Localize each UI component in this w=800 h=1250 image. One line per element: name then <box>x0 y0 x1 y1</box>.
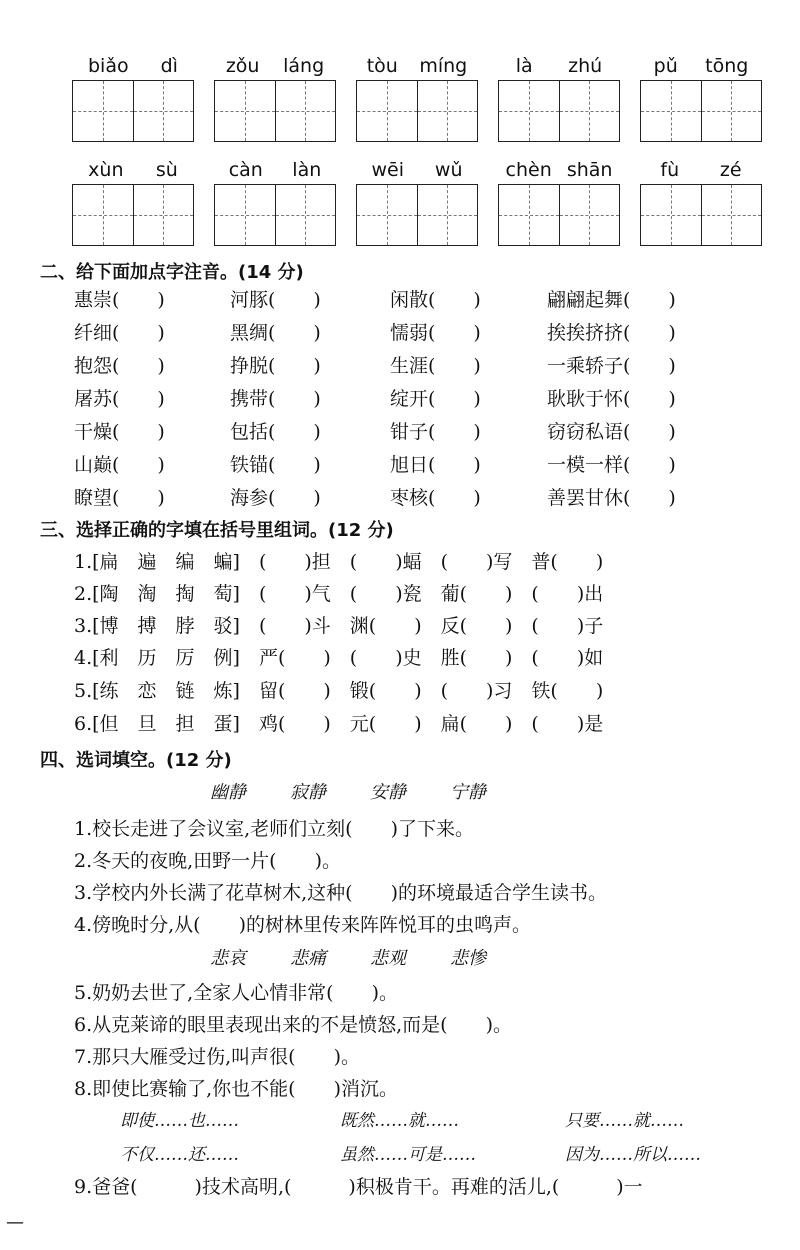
question-line: 1.校长走进了会议室,老师们立刻( )了下来。 <box>74 818 474 840</box>
pinyin-text: láng <box>283 55 325 77</box>
section-2-grid <box>74 284 764 515</box>
table-row: 纤细( ) 黑绸( ) 懦弱( ) 挨挨挤挤( ) <box>74 322 676 344</box>
table-row: 山巅( ) 铁锚( ) 旭日( ) 一模一样( ) <box>74 454 676 476</box>
conjunction-option: 即使……也…… <box>120 1111 239 1131</box>
list-item: 6.[但 旦 担 蛋] 鸡( ) 元( ) 扁( ) ( )是 <box>74 713 604 735</box>
pinyin-text: wēi <box>371 159 404 181</box>
pinyin-text: sù <box>155 159 178 181</box>
pinyin-text: dì <box>160 55 178 77</box>
table-row: 惠崇( ) 河豚( ) 闲散( ) 翩翩起舞( ) <box>74 289 676 311</box>
question-line: 6.从克莱谛的眼里表现出来的不是愤怒,而是( )。 <box>74 1014 512 1036</box>
page-fragment: — <box>6 1212 24 1233</box>
question-line: 3.学校内外长满了花草树木,这种( )的环境最适合学生读书。 <box>74 882 607 904</box>
table-row: 瞭望( ) 海参( ) 枣核( ) 善罢甘休( ) <box>74 487 676 509</box>
word-bank-1: 幽静 寂静 安静 宁静 <box>210 782 486 803</box>
pinyin-text: zhú <box>568 55 603 77</box>
conjunction-option: 不仅……还…… <box>120 1145 239 1165</box>
pinyin-text: zé <box>719 159 742 181</box>
writing-boxes[interactable] <box>356 184 478 246</box>
pinyin-text: zǒu <box>225 55 260 77</box>
writing-boxes[interactable] <box>214 184 336 246</box>
conjunction-option: 只要……就…… <box>565 1111 684 1131</box>
pinyin-pair <box>356 52 478 142</box>
list-item: 3.[博 搏 脖 驳] ( )斗 渊( ) 反( ) ( )子 <box>74 615 604 637</box>
section-3-title: 三、选择正确的字填在括号里组词。(12 分) <box>40 520 394 541</box>
writing-boxes[interactable] <box>72 80 194 142</box>
pinyin-text: chèn <box>505 159 552 181</box>
question-line: 9.爸爸( )技术高明,( )积极肯干。再难的活儿,( )一 <box>74 1176 643 1198</box>
question-line: 5.奶奶去世了,全家人心情非常( )。 <box>74 982 398 1004</box>
pinyin-text: tòu <box>366 55 398 77</box>
conjunction-option: 虽然……可是…… <box>340 1145 476 1165</box>
pinyin-text: wǔ <box>434 159 463 181</box>
pinyin-pair <box>356 156 478 246</box>
conjunction-option: 既然……就…… <box>340 1111 459 1131</box>
table-row: 屠苏( ) 携带( ) 绽开( ) 耿耿于怀( ) <box>74 388 676 410</box>
list-item: 4.[利 历 厉 例] 严( ) ( )史 胜( ) ( )如 <box>74 647 604 669</box>
question-line: 2.冬天的夜晚,田野一片( )。 <box>74 850 341 872</box>
list-item: 2.[陶 淘 掏 萄] ( )气 ( )瓷 葡( ) ( )出 <box>74 583 604 605</box>
pinyin-pair <box>72 52 194 142</box>
writing-boxes[interactable] <box>640 184 762 246</box>
question-line: 8.即使比赛输了,你也不能( )消沉。 <box>74 1078 398 1100</box>
pinyin-pair <box>498 156 620 246</box>
list-item: 1.[扁 遍 编 蝙] ( )担 ( )蝠 ( )写 普( ) <box>74 551 604 573</box>
pinyin-pair <box>214 52 336 142</box>
pinyin-pair <box>72 156 194 246</box>
pinyin-text: xùn <box>88 159 124 181</box>
pinyin-row-2 <box>72 156 762 246</box>
pinyin-pair <box>640 156 762 246</box>
writing-boxes[interactable] <box>498 184 620 246</box>
pinyin-text: pǔ <box>653 55 678 77</box>
writing-boxes[interactable] <box>72 184 194 246</box>
conjunction-option: 因为……所以…… <box>565 1145 701 1165</box>
pinyin-text: biǎo <box>88 55 129 77</box>
question-line: 7.那只大雁受过伤,叫声很( )。 <box>74 1046 360 1068</box>
pinyin-text: làn <box>292 159 322 181</box>
section-4-title: 四、选词填空。(12 分) <box>40 750 232 771</box>
section-2-title: 二、给下面加点字注音。(14 分) <box>40 262 304 283</box>
pinyin-pair <box>498 52 620 142</box>
table-row: 干燥( ) 包括( ) 钳子( ) 窃窃私语( ) <box>74 421 676 443</box>
writing-boxes[interactable] <box>498 80 620 142</box>
pinyin-text: míng <box>419 55 468 77</box>
pinyin-text: càn <box>228 159 263 181</box>
writing-boxes[interactable] <box>640 80 762 142</box>
pinyin-text: tōng <box>705 55 749 77</box>
pinyin-text: shān <box>566 159 613 181</box>
list-item: 5.[练 恋 链 炼] 留( ) 锻( ) ( )习 铁( ) <box>74 680 604 702</box>
pinyin-pair <box>214 156 336 246</box>
table-row: 抱怨( ) 挣脱( ) 生涯( ) 一乘轿子( ) <box>74 355 676 377</box>
writing-boxes[interactable] <box>356 80 478 142</box>
pinyin-text: là <box>515 55 533 77</box>
writing-boxes[interactable] <box>214 80 336 142</box>
pinyin-text: fù <box>660 159 680 181</box>
pinyin-pair <box>640 52 762 142</box>
word-bank-2: 悲哀 悲痛 悲观 悲惨 <box>210 948 486 969</box>
pinyin-row-1 <box>72 52 762 142</box>
question-line: 4.傍晚时分,从( )的树林里传来阵阵悦耳的虫鸣声。 <box>74 914 531 936</box>
